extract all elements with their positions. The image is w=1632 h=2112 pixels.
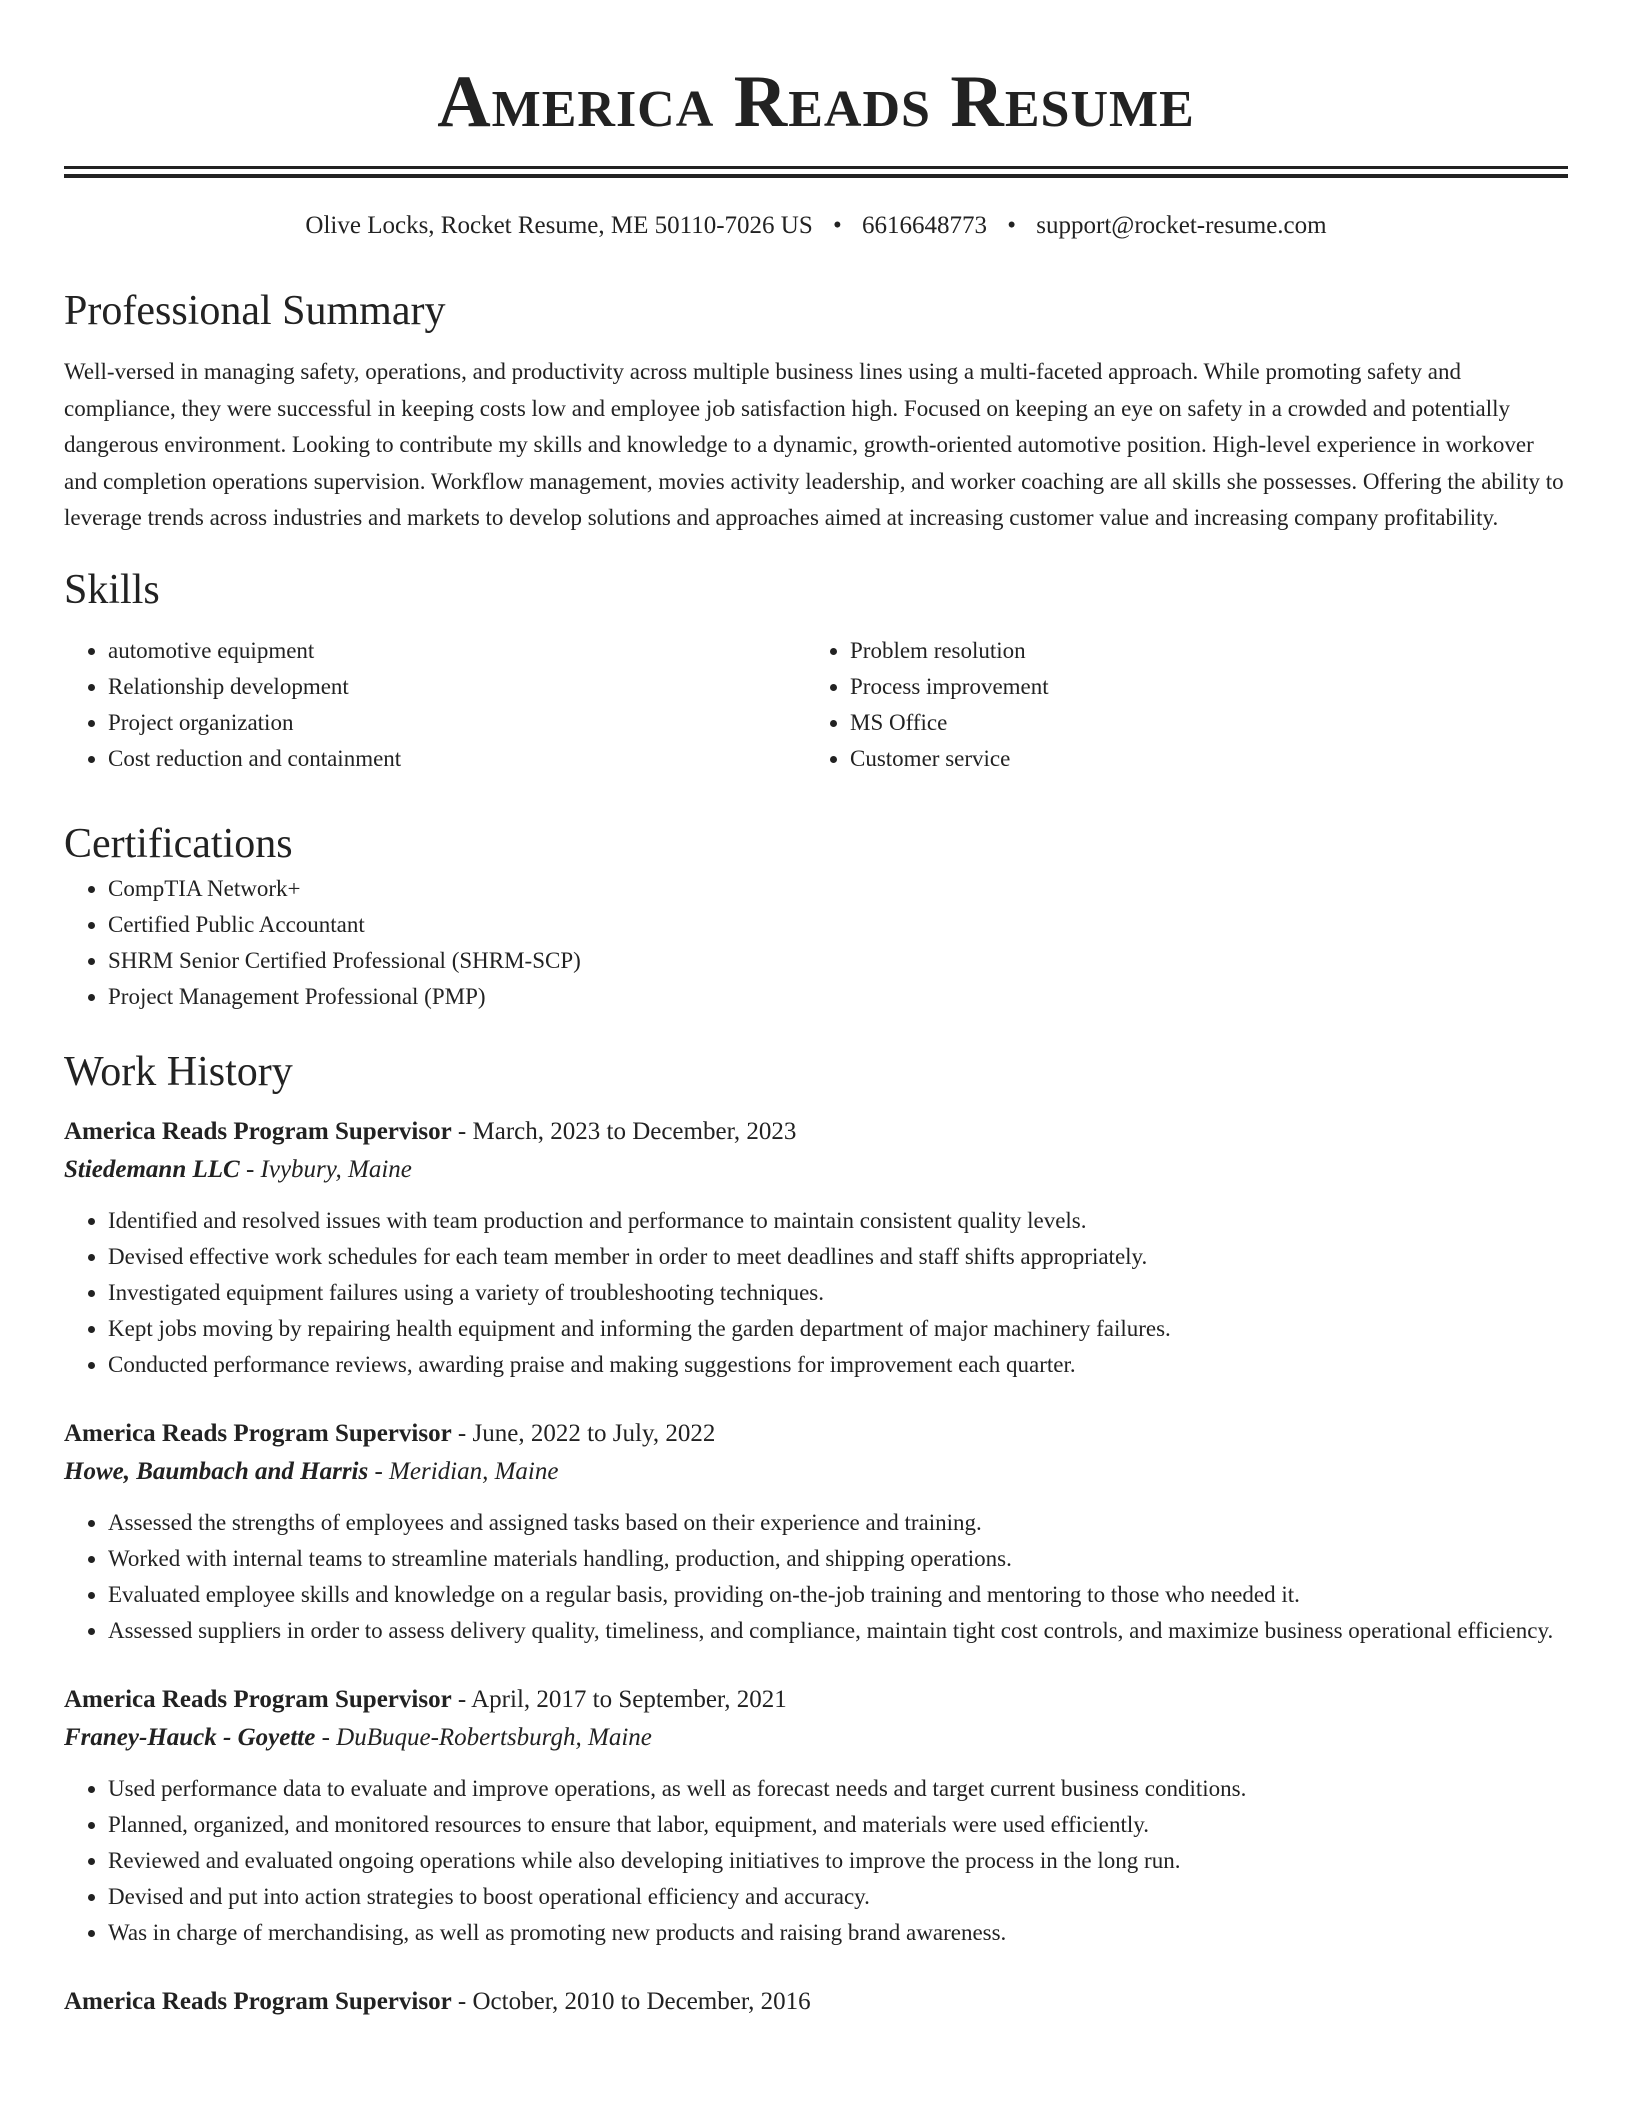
job-employer <box>64 1453 1568 1491</box>
job-duty: • Assessed the strengths of employees and assigned tasks based on their experience and training. <box>108 1505 1568 1541</box>
job-entry <box>64 1983 1568 2021</box>
title-divider-thin <box>64 166 1568 169</box>
resume-title: America Reads Resume <box>437 61 1195 143</box>
title-divider-thick <box>64 174 1568 178</box>
job-duty: • Assessed suppliers in order to assess delivery quality, timeliness, and compliance, maintain tight cost controls, and maximize business operational efficiency. <box>108 1613 1568 1649</box>
job-header <box>64 1681 1568 1719</box>
job-title: America Reads Program Supervisor <box>64 1117 452 1145</box>
job-title: America Reads Program Supervisor <box>64 1987 452 2015</box>
job-duty: • Planned, organized, and monitored resources to ensure that labor, equipment, and materials were used efficiently. <box>108 1807 1568 1843</box>
job-header <box>64 1113 1568 1151</box>
job-duty: • Was in charge of merchandising, as well as promoting new products and raising brand awareness. <box>108 1915 1568 1951</box>
certifications-section <box>64 817 1568 1015</box>
skills-column-left <box>64 633 806 777</box>
company-name: Stiedemann LLC <box>64 1155 240 1183</box>
job-duty: • Evaluated employee skills and knowledge on a regular basis, providing on-the-job training and mentoring to those who needed it. <box>108 1577 1568 1613</box>
work-history-section <box>64 1045 1568 2021</box>
company-name: Howe, Baumbach and Harris <box>64 1457 369 1485</box>
skills-list <box>64 633 806 777</box>
certification-item: • CompTIA Network+ <box>108 871 1568 907</box>
skill-item: • Relationship development <box>108 669 806 705</box>
certification-item: • SHRM Senior Certified Professional (SHRM-SCP) <box>108 943 1568 979</box>
job-employer <box>64 1151 1568 1189</box>
summary-text: Well-versed in managing safety, operations, and productivity across multiple business lines using a multi-faceted approach. While promoting safety and compliance, they were successful in keeping costs low and employee job satisfaction high. Focused on keeping an eye on safety in a crowded and potentially dangerous environment. Looking to contribute my skills and knowledge to a dynamic, growth-oriented automotive position. High-level experience in workover and completion operations supervision. Workflow management, movies activity leadership, and worker coaching are all skills she possesses. Offering the ability to leverage trends across industries and markets to develop solutions and approaches aimed at increasing customer value and increasing company profitability. <box>64 359 1564 530</box>
job-duty: • Devised and put into action strategies to boost operational efficiency and accuracy. <box>108 1879 1568 1915</box>
company-location: - Meridian, Maine <box>368 1457 559 1485</box>
company-name: Franey-Hauck - Goyette <box>64 1723 316 1751</box>
job-duties-list <box>64 1771 1568 1951</box>
company-location: - DuBuque-Robertsburgh, Maine <box>315 1723 652 1751</box>
job-duties-list <box>64 1505 1568 1649</box>
job-header <box>64 1415 1568 1453</box>
skill-item: • automotive equipment <box>108 633 806 669</box>
job-duty: • Reviewed and evaluated ongoing operations while also developing initiatives to improve the process in the long run. <box>108 1843 1568 1879</box>
job-dates: - April, 2017 to September, 2021 <box>451 1685 787 1713</box>
job-header <box>64 1983 1568 2021</box>
job-title: America Reads Program Supervisor <box>64 1419 452 1447</box>
skills-column-right <box>806 633 1548 777</box>
job-dates: - March, 2023 to December, 2023 <box>451 1117 797 1145</box>
job-duty: • Worked with internal teams to streamline materials handling, production, and shipping operations. <box>108 1541 1568 1577</box>
skill-item: • Problem resolution <box>850 633 1548 669</box>
job-entry <box>64 1113 1568 1383</box>
job-duty: • Kept jobs moving by repairing health equipment and informing the garden department of major machinery failures. <box>108 1311 1568 1347</box>
contact-email: support@rocket-resume.com <box>1036 212 1327 239</box>
contact-address: Olive Locks, Rocket Resume, ME 50110-7026 US <box>305 212 813 239</box>
job-duties-list <box>64 1203 1568 1383</box>
skills-list <box>806 633 1548 777</box>
skills-grid <box>64 633 1568 777</box>
certification-item: • Project Management Professional (PMP) <box>108 979 1568 1015</box>
job-entry <box>64 1681 1568 1951</box>
contact-phone: 6616648773 <box>862 212 988 239</box>
job-dates: - October, 2010 to December, 2016 <box>451 1987 811 2015</box>
contact-separator: • <box>833 212 842 239</box>
job-entry <box>64 1415 1568 1649</box>
job-duty: • Identified and resolved issues with team production and performance to maintain consistent quality levels. <box>108 1203 1568 1239</box>
company-location: - Ivybury, Maine <box>239 1155 412 1183</box>
job-title: America Reads Program Supervisor <box>64 1685 452 1713</box>
job-duty: • Devised effective work schedules for each team member in order to meet deadlines and staff shifts appropriately. <box>108 1239 1568 1275</box>
section-heading: Professional Summary <box>64 288 446 334</box>
skills-section <box>64 563 1568 777</box>
job-employer <box>64 1719 1568 1757</box>
skill-item: • Project organization <box>108 705 806 741</box>
job-duty: • Investigated equipment failures using a variety of troubleshooting techniques. <box>108 1275 1568 1311</box>
section-heading: Skills <box>64 566 160 613</box>
job-duty: • Conducted performance reviews, awarding praise and making suggestions for improvement each quarter. <box>108 1347 1568 1383</box>
certification-item: • Certified Public Accountant <box>108 907 1568 943</box>
skill-item: • Customer service <box>850 741 1548 777</box>
skill-item: • Process improvement <box>850 669 1548 705</box>
contact-separator: • <box>1007 212 1017 239</box>
skill-item: • MS Office <box>850 705 1548 741</box>
certifications-list <box>64 871 1568 1015</box>
skill-item: • Cost reduction and containment <box>108 741 806 777</box>
section-heading: Work History <box>64 1048 293 1095</box>
section-heading: Certifications <box>64 820 293 867</box>
contact-line <box>64 208 1568 244</box>
professional-summary-section <box>64 284 1568 537</box>
job-dates: - June, 2022 to July, 2022 <box>451 1419 716 1447</box>
job-duty: • Used performance data to evaluate and improve operations, as well as forecast needs and target current business conditions. <box>108 1771 1568 1807</box>
